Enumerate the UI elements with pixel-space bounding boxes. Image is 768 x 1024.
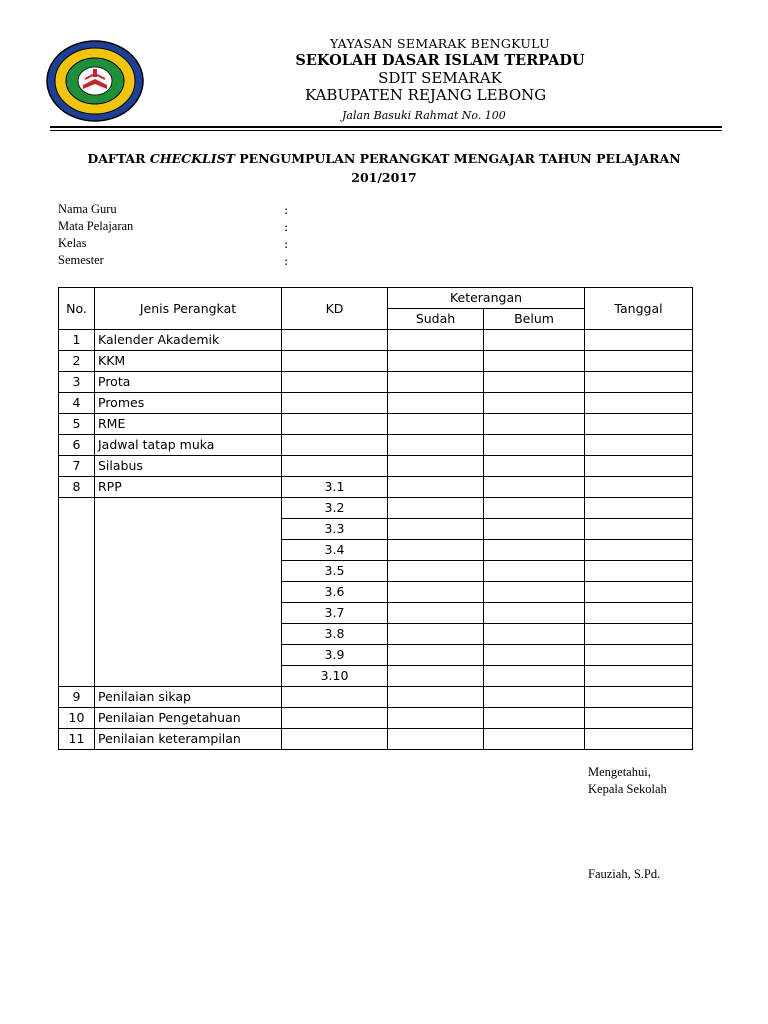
row-tanggal bbox=[585, 540, 693, 561]
row-belum bbox=[484, 645, 585, 666]
row-kd: 3.7 bbox=[282, 603, 388, 624]
signature-name: Fauziah, S.Pd. bbox=[588, 867, 661, 881]
field-label-kelas: Kelas bbox=[58, 236, 87, 250]
school-address: Jalan Basuki Rahmat No. 100 bbox=[342, 109, 506, 122]
table-row bbox=[59, 498, 693, 519]
row-sudah bbox=[388, 603, 484, 624]
row-jenis: Kalender Akademik bbox=[95, 330, 282, 351]
checklist-table bbox=[58, 287, 693, 750]
row-belum bbox=[484, 330, 585, 351]
row-kd: 3.10 bbox=[282, 666, 388, 687]
row-kd: 3.5 bbox=[282, 561, 388, 582]
row-kd: 3.1 bbox=[282, 477, 388, 498]
header-no: No. bbox=[59, 288, 95, 330]
header-keterangan: Keterangan bbox=[388, 288, 585, 309]
header-tanggal: Tanggal bbox=[585, 288, 693, 330]
table-row bbox=[59, 435, 693, 456]
field-label-mata-pelajaran: Mata Pelajaran bbox=[58, 219, 134, 233]
row-belum bbox=[484, 477, 585, 498]
title-italic: CHECKLIST bbox=[149, 151, 235, 166]
table-row bbox=[59, 477, 693, 498]
row-jenis: Promes bbox=[95, 393, 282, 414]
row-no: 3 bbox=[59, 372, 95, 393]
row-sudah bbox=[388, 687, 484, 708]
title-prefix: DAFTAR bbox=[87, 151, 146, 166]
row-belum bbox=[484, 414, 585, 435]
row-belum bbox=[484, 582, 585, 603]
table-row bbox=[59, 330, 693, 351]
row-kd: 3.6 bbox=[282, 582, 388, 603]
row-no: 10 bbox=[59, 708, 95, 729]
row-belum bbox=[484, 372, 585, 393]
table-row bbox=[59, 372, 693, 393]
row-sudah bbox=[388, 708, 484, 729]
row-kd bbox=[282, 708, 388, 729]
row-kd bbox=[282, 435, 388, 456]
row-no: 2 bbox=[59, 351, 95, 372]
row-jenis: Penilaian sikap bbox=[95, 687, 282, 708]
row-kd: 3.2 bbox=[282, 498, 388, 519]
row-belum bbox=[484, 351, 585, 372]
row-belum bbox=[484, 393, 585, 414]
row-sudah bbox=[388, 666, 484, 687]
row-sudah bbox=[388, 540, 484, 561]
row-tanggal bbox=[585, 330, 693, 351]
row-tanggal bbox=[585, 414, 693, 435]
header-belum: Belum bbox=[484, 309, 585, 330]
header-jenis-perangkat: Jenis Perangkat bbox=[95, 288, 282, 330]
row-kd bbox=[282, 351, 388, 372]
row-tanggal bbox=[585, 498, 693, 519]
row-tanggal bbox=[585, 435, 693, 456]
row-sudah bbox=[388, 582, 484, 603]
table-row bbox=[59, 393, 693, 414]
row-kd: 3.9 bbox=[282, 645, 388, 666]
row-tanggal bbox=[585, 624, 693, 645]
row-belum bbox=[484, 729, 585, 750]
row-jenis-merged bbox=[95, 498, 282, 687]
row-belum bbox=[484, 498, 585, 519]
row-tanggal bbox=[585, 708, 693, 729]
row-tanggal bbox=[585, 519, 693, 540]
row-tanggal bbox=[585, 561, 693, 582]
row-tanggal bbox=[585, 603, 693, 624]
row-belum bbox=[484, 666, 585, 687]
row-belum bbox=[484, 603, 585, 624]
row-sudah bbox=[388, 393, 484, 414]
header-kd: KD bbox=[282, 288, 388, 330]
row-kd bbox=[282, 456, 388, 477]
row-sudah bbox=[388, 456, 484, 477]
row-no: 1 bbox=[59, 330, 95, 351]
signature-role: Kepala Sekolah bbox=[588, 782, 667, 796]
header-rule-thin bbox=[50, 130, 722, 131]
foundation-name: YAYASAN SEMARAK BENGKULU bbox=[330, 36, 550, 51]
table-row bbox=[59, 456, 693, 477]
table-row bbox=[59, 351, 693, 372]
row-sudah bbox=[388, 435, 484, 456]
row-jenis: Penilaian Pengetahuan bbox=[95, 708, 282, 729]
row-kd bbox=[282, 372, 388, 393]
row-jenis: Penilaian keterampilan bbox=[95, 729, 282, 750]
row-no: 5 bbox=[59, 414, 95, 435]
row-kd bbox=[282, 330, 388, 351]
row-kd bbox=[282, 414, 388, 435]
school-type: SEKOLAH DASAR ISLAM TERPADU bbox=[295, 52, 585, 69]
row-sudah bbox=[388, 561, 484, 582]
row-sudah bbox=[388, 372, 484, 393]
table-row bbox=[59, 414, 693, 435]
row-jenis: RME bbox=[95, 414, 282, 435]
field-sep: : bbox=[284, 219, 289, 234]
header-sudah: Sudah bbox=[388, 309, 484, 330]
row-tanggal bbox=[585, 645, 693, 666]
row-belum bbox=[484, 456, 585, 477]
row-tanggal bbox=[585, 729, 693, 750]
document-year: 201/2017 bbox=[351, 170, 417, 185]
field-label-nama-guru: Nama Guru bbox=[58, 202, 117, 216]
row-jenis: Silabus bbox=[95, 456, 282, 477]
row-tanggal bbox=[585, 372, 693, 393]
row-belum bbox=[484, 540, 585, 561]
row-jenis: Prota bbox=[95, 372, 282, 393]
row-sudah bbox=[388, 414, 484, 435]
table-row bbox=[59, 729, 693, 750]
row-no: 4 bbox=[59, 393, 95, 414]
row-tanggal bbox=[585, 393, 693, 414]
row-tanggal bbox=[585, 456, 693, 477]
signature-acknowledged: Mengetahui, bbox=[588, 765, 651, 779]
title-rest: PENGUMPULAN PERANGKAT MENGAJAR TAHUN PELAJARAN bbox=[239, 151, 681, 166]
row-kd bbox=[282, 729, 388, 750]
row-kd: 3.3 bbox=[282, 519, 388, 540]
row-jenis: KKM bbox=[95, 351, 282, 372]
row-belum bbox=[484, 435, 585, 456]
field-sep: : bbox=[284, 236, 289, 251]
row-belum bbox=[484, 561, 585, 582]
row-sudah bbox=[388, 477, 484, 498]
row-no-merged bbox=[59, 498, 95, 687]
school-name: SDIT SEMARAK bbox=[378, 69, 502, 87]
row-jenis: RPP bbox=[95, 477, 282, 498]
school-logo bbox=[45, 39, 145, 123]
row-no: 7 bbox=[59, 456, 95, 477]
row-tanggal bbox=[585, 666, 693, 687]
field-sep: : bbox=[284, 202, 289, 217]
table-row bbox=[59, 708, 693, 729]
row-belum bbox=[484, 708, 585, 729]
row-sudah bbox=[388, 729, 484, 750]
row-sudah bbox=[388, 498, 484, 519]
row-belum bbox=[484, 519, 585, 540]
row-tanggal bbox=[585, 477, 693, 498]
row-jenis: Jadwal tatap muka bbox=[95, 435, 282, 456]
table-row bbox=[59, 687, 693, 708]
row-sudah bbox=[388, 645, 484, 666]
row-belum bbox=[484, 687, 585, 708]
row-tanggal bbox=[585, 687, 693, 708]
row-kd bbox=[282, 393, 388, 414]
row-no: 9 bbox=[59, 687, 95, 708]
row-tanggal bbox=[585, 582, 693, 603]
row-sudah bbox=[388, 351, 484, 372]
row-no: 8 bbox=[59, 477, 95, 498]
row-kd: 3.8 bbox=[282, 624, 388, 645]
row-belum bbox=[484, 624, 585, 645]
row-no: 11 bbox=[59, 729, 95, 750]
row-sudah bbox=[388, 519, 484, 540]
regency-name: KABUPATEN REJANG LEBONG bbox=[305, 86, 547, 104]
row-no: 6 bbox=[59, 435, 95, 456]
row-sudah bbox=[388, 624, 484, 645]
field-sep: : bbox=[284, 253, 289, 268]
row-kd: 3.4 bbox=[282, 540, 388, 561]
row-kd bbox=[282, 687, 388, 708]
document-title bbox=[20, 151, 748, 166]
row-sudah bbox=[388, 330, 484, 351]
header-rule-thick bbox=[50, 126, 722, 128]
field-label-semester: Semester bbox=[58, 253, 104, 267]
row-tanggal bbox=[585, 351, 693, 372]
